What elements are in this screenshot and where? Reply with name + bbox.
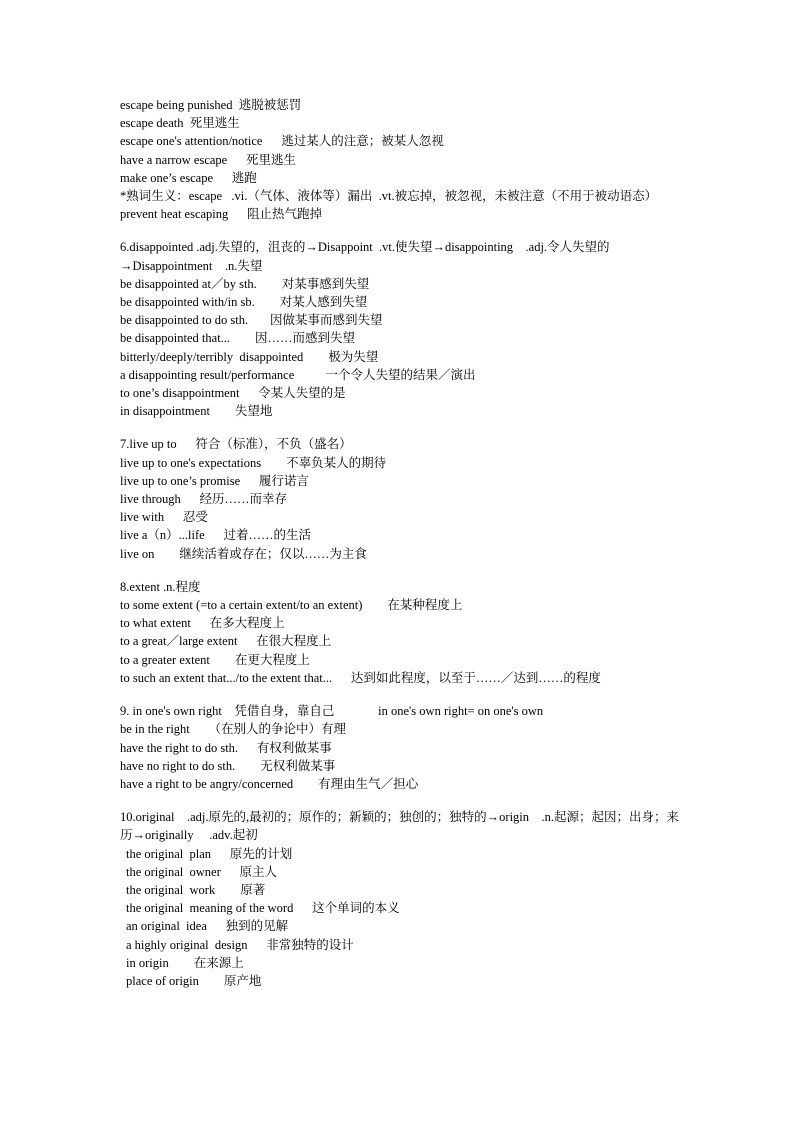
section-heading: 6.disappointed .adj.失望的，沮丧的→Disappoint .vt.使失望→disappointing .adj.令人失望的→Disappointment .n.失望 [120, 240, 610, 273]
section-extent [120, 578, 684, 687]
text-line: place of origin 原产地 [126, 973, 262, 988]
section-heading: 9. in one's own right 凭借自身，靠自己 in one's own right= on one's own [120, 704, 544, 719]
text-line: live up to one's expectations 不辜负某人的期待 [120, 455, 387, 470]
text-line: to what extent 在多大程度上 [120, 616, 285, 631]
text-line: to a greater extent 在更大程度上 [120, 652, 310, 667]
text-line: live up to one’s promise 履行诺言 [120, 473, 309, 488]
text-line: have a right to be angry/concerned 有理由生气／担心 [120, 776, 419, 791]
text-line: have a narrow escape 死里逃生 [120, 152, 296, 167]
text-line: be disappointed at／by sth. 对某事感到失望 [120, 276, 370, 291]
text-line: have no right to do sth. 无权利做某事 [120, 758, 336, 773]
text-line: escape death 死里逃生 [120, 116, 240, 131]
text-line: bitterly/deeply/terribly disappointed 极为失望 [120, 349, 379, 364]
section-escape [120, 96, 684, 223]
section-heading: 10.original .adj.原先的,最初的；原作的；新颖的；独创的；独特的→origin .n.起源；起因；出身；来历→originally .adv.起初 [120, 810, 680, 843]
text-line: *熟词生义：escape .vi.（气体、液体等）漏出 .vt.被忘掉，被忽视，未被注意（不用于被动语态） [120, 189, 658, 204]
text-line: a disappointing result/performance 一个令人失望的结果／演出 [120, 367, 476, 382]
text-line: the original plan 原先的计划 [126, 846, 293, 861]
text-line: live a（n）...life 过着……的生活 [120, 528, 311, 543]
text-line: to such an extent that.../to the extent that... 达到如此程度，以至于……／达到……的程度 [120, 670, 601, 685]
text-line: to some extent (=to a certain extent/to an extent) 在某种程度上 [120, 598, 463, 613]
text-line: the original owner 原主人 [126, 864, 278, 879]
text-line: to one’s disappointment 令某人失望的是 [120, 386, 346, 401]
section-disappointed [120, 238, 684, 420]
text-line: be disappointed that... 因……而感到失望 [120, 331, 356, 346]
section-live-up-to [120, 435, 684, 562]
text-line: make one’s escape 逃跑 [120, 170, 257, 185]
text-line: the original work 原著 [126, 882, 266, 897]
text-line: escape one's attention/notice 逃过某人的注意；被某人忽视 [120, 134, 444, 149]
text-line: be disappointed to do sth. 因做某事而感到失望 [120, 313, 383, 328]
text-line: in origin 在来源上 [126, 955, 244, 970]
text-line: escape being punished 逃脱被惩罚 [120, 98, 302, 112]
text-line: live with 忍受 [120, 510, 208, 525]
text-line: to a great／large extent 在很大程度上 [120, 634, 332, 649]
text-line: be in the right （在别人的争论中）有理 [120, 722, 347, 737]
section-original [120, 808, 684, 990]
text-line: in disappointment 失望地 [120, 404, 273, 419]
text-line: live through 经历……而幸存 [120, 492, 288, 507]
text-line: the original meaning of the word 这个单词的本义 [126, 901, 400, 916]
text-line: prevent heat escaping 阻止热气跑掉 [120, 207, 323, 222]
text-line: be disappointed with/in sb. 对某人感到失望 [120, 295, 368, 310]
text-line: a highly original design 非常独特的设计 [126, 937, 354, 952]
text-line: an original idea 独到的见解 [126, 919, 289, 934]
text-line: have the right to do sth. 有权利做某事 [120, 740, 332, 755]
section-own-right [120, 702, 684, 793]
section-heading: 7.live up to 符合（标准），不负（盛名） [120, 437, 352, 452]
text-line: live on 继续活着或存在；仅以……为主食 [120, 546, 367, 561]
section-heading: 8.extent .n.程度 [120, 579, 201, 594]
